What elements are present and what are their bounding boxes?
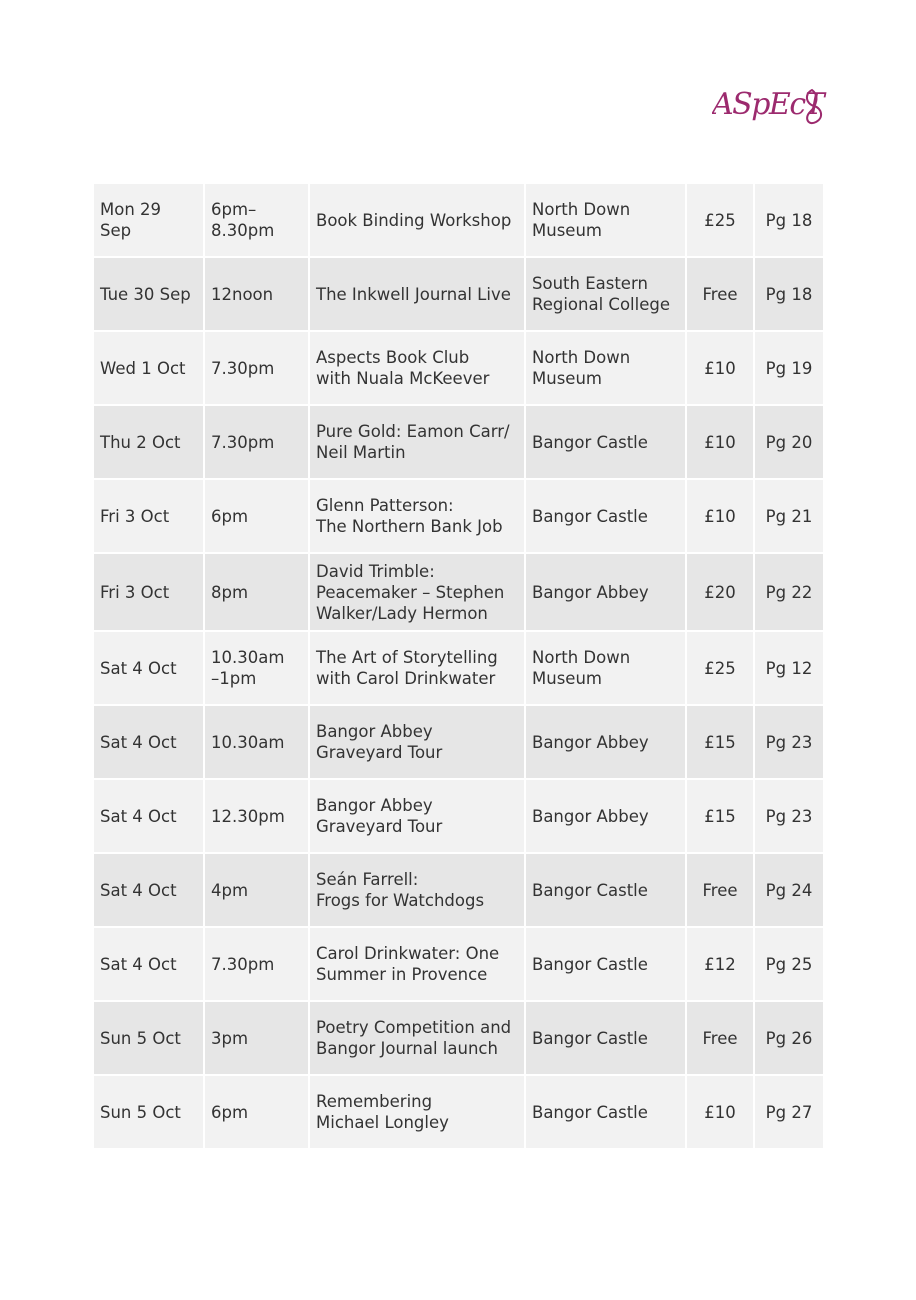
aspects-logo bbox=[712, 78, 828, 136]
event-price: £10 bbox=[687, 406, 753, 480]
event-venue: Bangor Abbey bbox=[526, 706, 685, 780]
event-price: £15 bbox=[687, 780, 753, 854]
table-row bbox=[94, 258, 823, 332]
event-price: £25 bbox=[687, 184, 753, 258]
event-title: Glenn Patterson: The Northern Bank Job bbox=[310, 480, 524, 554]
event-title: Seán Farrell: Frogs for Watchdogs bbox=[310, 854, 524, 928]
table-row bbox=[94, 1002, 823, 1076]
event-price: £15 bbox=[687, 706, 753, 780]
event-date: Fri 3 Oct bbox=[94, 554, 203, 632]
event-venue: Bangor Castle bbox=[526, 928, 685, 1002]
event-price: Free bbox=[687, 258, 753, 332]
event-time: 4pm bbox=[205, 854, 308, 928]
event-date: Sun 5 Oct bbox=[94, 1076, 203, 1150]
event-date: Mon 29 Sep bbox=[94, 184, 203, 258]
event-title: David Trimble: Peacemaker – Stephen Walker/Lady Hermon bbox=[310, 554, 524, 632]
event-venue: Bangor Abbey bbox=[526, 554, 685, 632]
event-price: Free bbox=[687, 854, 753, 928]
event-price: £10 bbox=[687, 332, 753, 406]
event-date: Wed 1 Oct bbox=[94, 332, 203, 406]
events-schedule-table bbox=[92, 184, 825, 1150]
event-venue: South Eastern Regional College bbox=[526, 258, 685, 332]
event-price: £10 bbox=[687, 1076, 753, 1150]
event-venue: Bangor Castle bbox=[526, 854, 685, 928]
event-page: Pg 12 bbox=[755, 632, 823, 706]
event-title: Bangor Abbey Graveyard Tour bbox=[310, 780, 524, 854]
event-page: Pg 25 bbox=[755, 928, 823, 1002]
event-page: Pg 24 bbox=[755, 854, 823, 928]
event-price: £12 bbox=[687, 928, 753, 1002]
table-row bbox=[94, 332, 823, 406]
table-row bbox=[94, 480, 823, 554]
event-title: Bangor Abbey Graveyard Tour bbox=[310, 706, 524, 780]
event-time: 8pm bbox=[205, 554, 308, 632]
aspects-logo-mark bbox=[712, 78, 828, 136]
event-page: Pg 26 bbox=[755, 1002, 823, 1076]
event-venue: Bangor Castle bbox=[526, 1002, 685, 1076]
event-time: 3pm bbox=[205, 1002, 308, 1076]
event-time: 6pm– 8.30pm bbox=[205, 184, 308, 258]
event-date: Sat 4 Oct bbox=[94, 928, 203, 1002]
table-row bbox=[94, 406, 823, 480]
event-page: Pg 20 bbox=[755, 406, 823, 480]
event-page: Pg 18 bbox=[755, 258, 823, 332]
event-page: Pg 23 bbox=[755, 780, 823, 854]
event-date: Sat 4 Oct bbox=[94, 706, 203, 780]
table-row bbox=[94, 854, 823, 928]
event-page: Pg 21 bbox=[755, 480, 823, 554]
event-page: Pg 22 bbox=[755, 554, 823, 632]
event-title: The Inkwell Journal Live bbox=[310, 258, 524, 332]
table-row bbox=[94, 184, 823, 258]
event-page: Pg 27 bbox=[755, 1076, 823, 1150]
event-title: Carol Drinkwater: One Summer in Provence bbox=[310, 928, 524, 1002]
event-time: 6pm bbox=[205, 1076, 308, 1150]
event-time: 12.30pm bbox=[205, 780, 308, 854]
event-time: 10.30am –1pm bbox=[205, 632, 308, 706]
event-title: Aspects Book Club with Nuala McKeever bbox=[310, 332, 524, 406]
table-row bbox=[94, 632, 823, 706]
table-row bbox=[94, 1076, 823, 1150]
events-schedule-body bbox=[94, 184, 823, 1150]
event-time: 12noon bbox=[205, 258, 308, 332]
event-page: Pg 19 bbox=[755, 332, 823, 406]
event-venue: Bangor Castle bbox=[526, 480, 685, 554]
event-title: Poetry Competition and Bangor Journal launch bbox=[310, 1002, 524, 1076]
event-price: £25 bbox=[687, 632, 753, 706]
event-title: Remembering Michael Longley bbox=[310, 1076, 524, 1150]
event-date: Sat 4 Oct bbox=[94, 854, 203, 928]
event-price: £10 bbox=[687, 480, 753, 554]
event-venue: North Down Museum bbox=[526, 332, 685, 406]
event-price: Free bbox=[687, 1002, 753, 1076]
event-date: Tue 30 Sep bbox=[94, 258, 203, 332]
event-time: 7.30pm bbox=[205, 406, 308, 480]
event-date: Sat 4 Oct bbox=[94, 780, 203, 854]
event-page: Pg 23 bbox=[755, 706, 823, 780]
event-venue: North Down Museum bbox=[526, 184, 685, 258]
event-venue: North Down Museum bbox=[526, 632, 685, 706]
event-page: Pg 18 bbox=[755, 184, 823, 258]
event-title: Book Binding Workshop bbox=[310, 184, 524, 258]
event-date: Thu 2 Oct bbox=[94, 406, 203, 480]
event-venue: Bangor Abbey bbox=[526, 780, 685, 854]
svg-text:ASpEcT: ASpEcT bbox=[712, 87, 824, 122]
event-title: The Art of Storytelling with Carol Drinkwater bbox=[310, 632, 524, 706]
table-row bbox=[94, 780, 823, 854]
table-row bbox=[94, 928, 823, 1002]
event-date: Sat 4 Oct bbox=[94, 632, 203, 706]
event-venue: Bangor Castle bbox=[526, 1076, 685, 1150]
event-time: 7.30pm bbox=[205, 332, 308, 406]
table-row bbox=[94, 554, 823, 632]
event-date: Sun 5 Oct bbox=[94, 1002, 203, 1076]
event-date: Fri 3 Oct bbox=[94, 480, 203, 554]
event-time: 6pm bbox=[205, 480, 308, 554]
event-title: Pure Gold: Eamon Carr/ Neil Martin bbox=[310, 406, 524, 480]
event-time: 7.30pm bbox=[205, 928, 308, 1002]
event-price: £20 bbox=[687, 554, 753, 632]
event-time: 10.30am bbox=[205, 706, 308, 780]
event-venue: Bangor Castle bbox=[526, 406, 685, 480]
table-row bbox=[94, 706, 823, 780]
